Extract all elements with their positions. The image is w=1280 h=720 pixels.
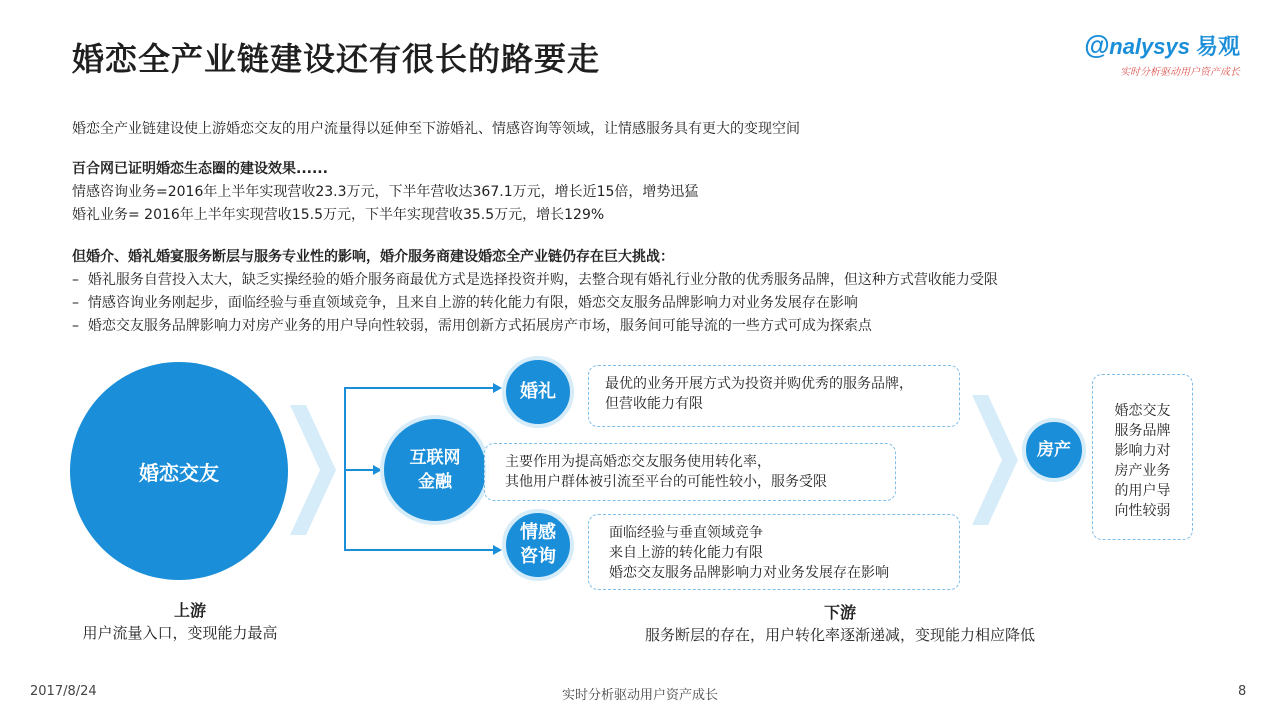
- box-line: 房产业务: [1114, 463, 1171, 479]
- box-line: 主要作用为提高婚恋交友服务使用转化率，: [505, 454, 771, 470]
- upstream-dating-label: 婚恋交友: [139, 460, 219, 485]
- proof-heading: 百合网已证明婚恋生态圈的建设效果......: [72, 161, 328, 177]
- connector-to-emotion: [344, 549, 494, 551]
- box-line: 来自上游的转化能力有限: [609, 545, 763, 561]
- box-line: 婚恋交友: [1114, 403, 1171, 419]
- emotion-desc-box: [588, 514, 960, 590]
- finance-label-line: 金融: [418, 472, 452, 492]
- bullet-text: 婚礼服务自营投入太大，缺乏实操经验的婚介服务商最优方式是选择投资并购，去整合现有婚礼行业分散的优秀服务品牌，但这种方式营收能力受限: [87, 272, 998, 288]
- logo-a-glyph: @: [1083, 30, 1110, 60]
- chevron-right-icon: [290, 405, 336, 535]
- box-line: 向性较弱: [1114, 503, 1171, 519]
- box-line: 其他用户群体被引流至平台的可能性较小，服务受限: [505, 474, 827, 490]
- bullet-text: 婚恋交友服务品牌影响力对房产业务的用户导向性较弱，需用创新方式拓展房产市场，服务间可能导流的一些方式可成为探索点: [87, 318, 872, 334]
- house-circle: [1022, 418, 1086, 482]
- box-line: 的用户导: [1114, 483, 1171, 499]
- internet-finance-circle: [380, 415, 490, 525]
- arrow-right-icon: [493, 383, 502, 393]
- box-line: 婚恋交友服务品牌影响力对业务发展存在影响: [609, 565, 889, 581]
- bullet-item: [72, 269, 998, 291]
- box-line: 最优的业务开展方式为投资并购优秀的服务品牌，: [605, 376, 913, 392]
- bullet-mark: –: [72, 272, 79, 288]
- analysys-logo: [1084, 30, 1240, 78]
- proof-line: 情感咨询业务=2016年上半年实现营收23.3万元，下半年营收达367.1万元，增长近15倍，增势迅猛: [72, 184, 699, 200]
- connector-to-finance: [344, 469, 374, 471]
- box-line: 服务品牌: [1114, 423, 1171, 439]
- challenge-heading: 但婚介、婚礼婚宴服务断层与服务专业性的影响，婚介服务商建设婚恋全产业链仍存在巨大挑战：: [72, 249, 674, 265]
- logo-brand: nalysys: [1109, 34, 1190, 59]
- footer-date: 2017/8/24: [30, 684, 97, 699]
- arrow-right-icon: [493, 545, 502, 555]
- proof-line: 婚礼业务= 2016年上半年实现营收15.5万元，下半年实现营收35.5万元，增长129%: [72, 207, 605, 223]
- page-title: 婚恋全产业链建设还有很长的路要走: [72, 40, 601, 78]
- bullet-text: 情感咨询业务刚起步，面临经验与垂直领域竞争，且来自上游的转化能力有限，婚恋交友服务品牌影响力对业务发展存在影响: [87, 295, 858, 311]
- emotion-consult-circle: [502, 509, 574, 581]
- box-line: 影响力对: [1114, 443, 1171, 459]
- box-line: 但营收能力有限: [605, 396, 703, 412]
- emotion-label-line: 咨询: [520, 546, 556, 567]
- bullet-mark: –: [72, 295, 79, 311]
- wedding-label: 婚礼: [520, 381, 556, 402]
- wedding-desc-box: [588, 365, 960, 427]
- bullet-item: [72, 315, 872, 337]
- chevron-right-icon: [972, 395, 1018, 525]
- connector-to-wedding: [344, 387, 494, 389]
- bullet-item: [72, 292, 858, 314]
- box-line: 面临经验与垂直领域竞争: [609, 525, 763, 541]
- finance-label-line: 互联网: [409, 448, 461, 468]
- footer-center: 实时分析驱动用户资产成长: [561, 688, 718, 703]
- emotion-label-line: 情感: [520, 522, 556, 543]
- logo-brand-cn: 易观: [1195, 34, 1240, 59]
- bullet-mark: –: [72, 318, 79, 334]
- upstream-dating-circle: [70, 362, 288, 580]
- wedding-circle: [502, 356, 574, 428]
- downstream-desc: 服务断层的存在，用户转化率逐渐递减，变现能力相应降低: [644, 626, 1035, 644]
- house-label: 房产: [1037, 440, 1071, 460]
- intro-text: 婚恋全产业链建设使上游婚恋交友的用户流量得以延伸至下游婚礼、情感咨询等领域，让情感服务具有更大的变现空间: [72, 121, 800, 137]
- finance-desc-box: [484, 443, 896, 501]
- house-desc-box: [1092, 374, 1193, 540]
- page-number: 8: [1238, 684, 1247, 699]
- downstream-title: 下游: [823, 603, 856, 622]
- logo-tagline: 实时分析驱动用户资产成长: [1120, 67, 1240, 78]
- upstream-title: 上游: [173, 601, 206, 620]
- upstream-desc: 用户流量入口，变现能力最高: [82, 624, 278, 642]
